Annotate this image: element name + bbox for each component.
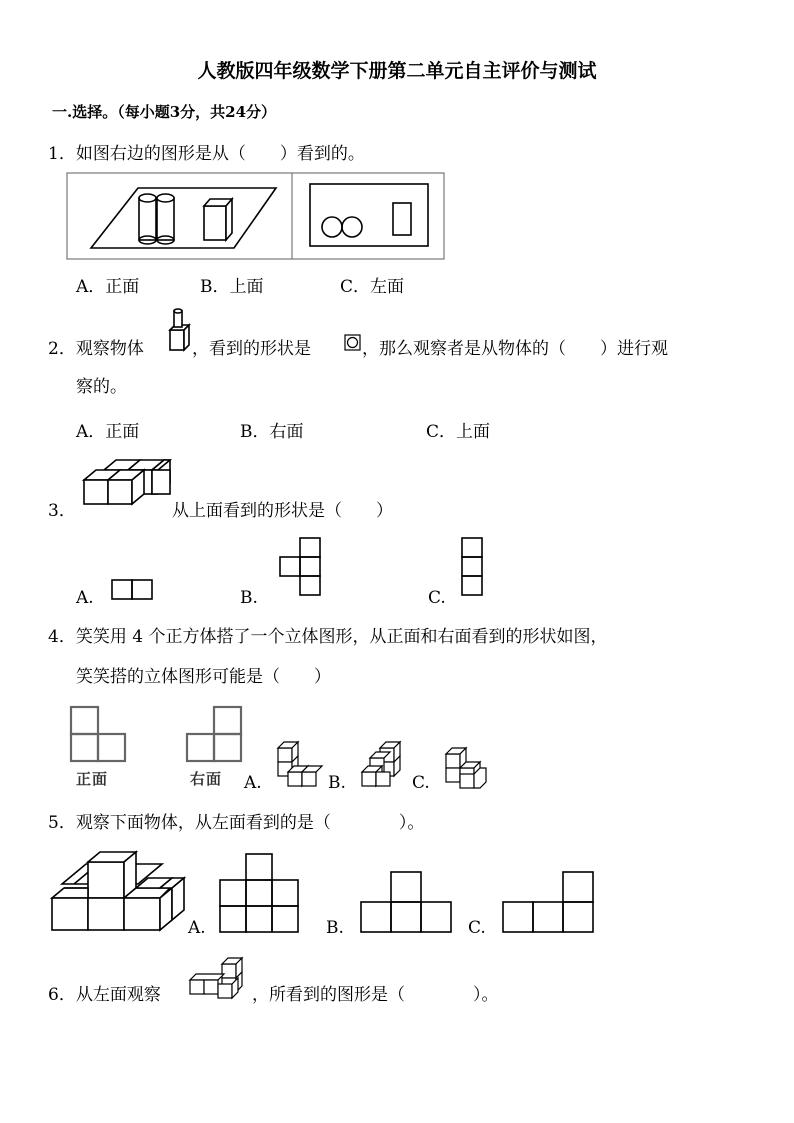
- q5-option-a-figure[interactable]: [218, 852, 302, 934]
- q5-option-a[interactable]: A.: [188, 918, 206, 938]
- q4-option-a[interactable]: A.: [244, 773, 262, 793]
- q3-option-b[interactable]: B.: [240, 588, 258, 608]
- q5-option-b-figure[interactable]: [360, 870, 454, 934]
- q3-option-c[interactable]: C.: [428, 588, 446, 608]
- q4-front-view-figure: [68, 704, 130, 766]
- q1-option-b[interactable]: B．上面: [200, 277, 264, 297]
- question-3-number: 3．: [48, 501, 76, 521]
- question-6-text-a: 6．从左面观察: [48, 985, 161, 1005]
- question-4-text-b: 笑笑搭的立体图形可能是（ ）: [76, 667, 331, 687]
- q3-object-figure: [82, 458, 174, 514]
- question-2-text-b: ，看到的形状是: [192, 339, 311, 359]
- q5-object-figure: [50, 848, 186, 932]
- question-6-text-b: ，所看到的图形是（ ）。: [252, 985, 499, 1005]
- question-1-text: 1．如图右边的图形是从（ ）看到的。: [48, 144, 365, 164]
- q3-option-a-figure[interactable]: [110, 578, 156, 602]
- q4-front-view-label: 正面: [76, 770, 109, 788]
- page-title: 人教版四年级数学下册第二单元自主评价与测试: [197, 60, 597, 82]
- q2-option-b[interactable]: B．右面: [240, 422, 304, 442]
- q3-option-b-figure[interactable]: [276, 536, 324, 602]
- section-heading: 一.选择。（每小题3分，共24分）: [52, 103, 277, 121]
- q5-option-c-figure[interactable]: [502, 870, 596, 934]
- question-2-text-c: ，那么观察者是从物体的（ ）进行观: [362, 339, 668, 359]
- q4-option-b[interactable]: B.: [328, 773, 346, 793]
- question-1-figure: [66, 172, 446, 262]
- q6-object-figure: [188, 954, 248, 1000]
- q4-option-c-figure[interactable]: [440, 744, 488, 790]
- q5-option-b[interactable]: B.: [326, 918, 344, 938]
- q2-option-a[interactable]: A．正面: [76, 422, 140, 442]
- q4-option-a-figure[interactable]: [272, 738, 322, 790]
- q5-option-c[interactable]: C.: [468, 918, 486, 938]
- q4-option-b-figure[interactable]: [356, 738, 408, 790]
- q2-shape-figure: [344, 334, 362, 352]
- q3-option-c-figure[interactable]: [460, 536, 486, 602]
- q1-option-c[interactable]: C．左面: [340, 277, 405, 297]
- question-2-text-d: 察的。: [76, 377, 127, 397]
- q4-right-view-figure: [184, 704, 246, 766]
- q4-right-view-label: 右面: [190, 770, 223, 788]
- question-4-text-a: 4．笑笑用 4 个正方体搭了一个立体图形，从正面和右面看到的形状如图，: [48, 627, 608, 647]
- q2-object-figure: [166, 308, 192, 354]
- question-3-text: 从上面看到的形状是（ ）: [172, 501, 393, 521]
- q2-option-c[interactable]: C．上面: [426, 422, 491, 442]
- q1-option-a[interactable]: A．正面: [76, 277, 140, 297]
- q4-option-c[interactable]: C.: [412, 773, 430, 793]
- question-2-text-a: 2．观察物体: [48, 339, 144, 359]
- question-5-text: 5．观察下面物体，从左面看到的是（ ）。: [48, 813, 425, 833]
- q3-option-a[interactable]: A.: [76, 588, 94, 608]
